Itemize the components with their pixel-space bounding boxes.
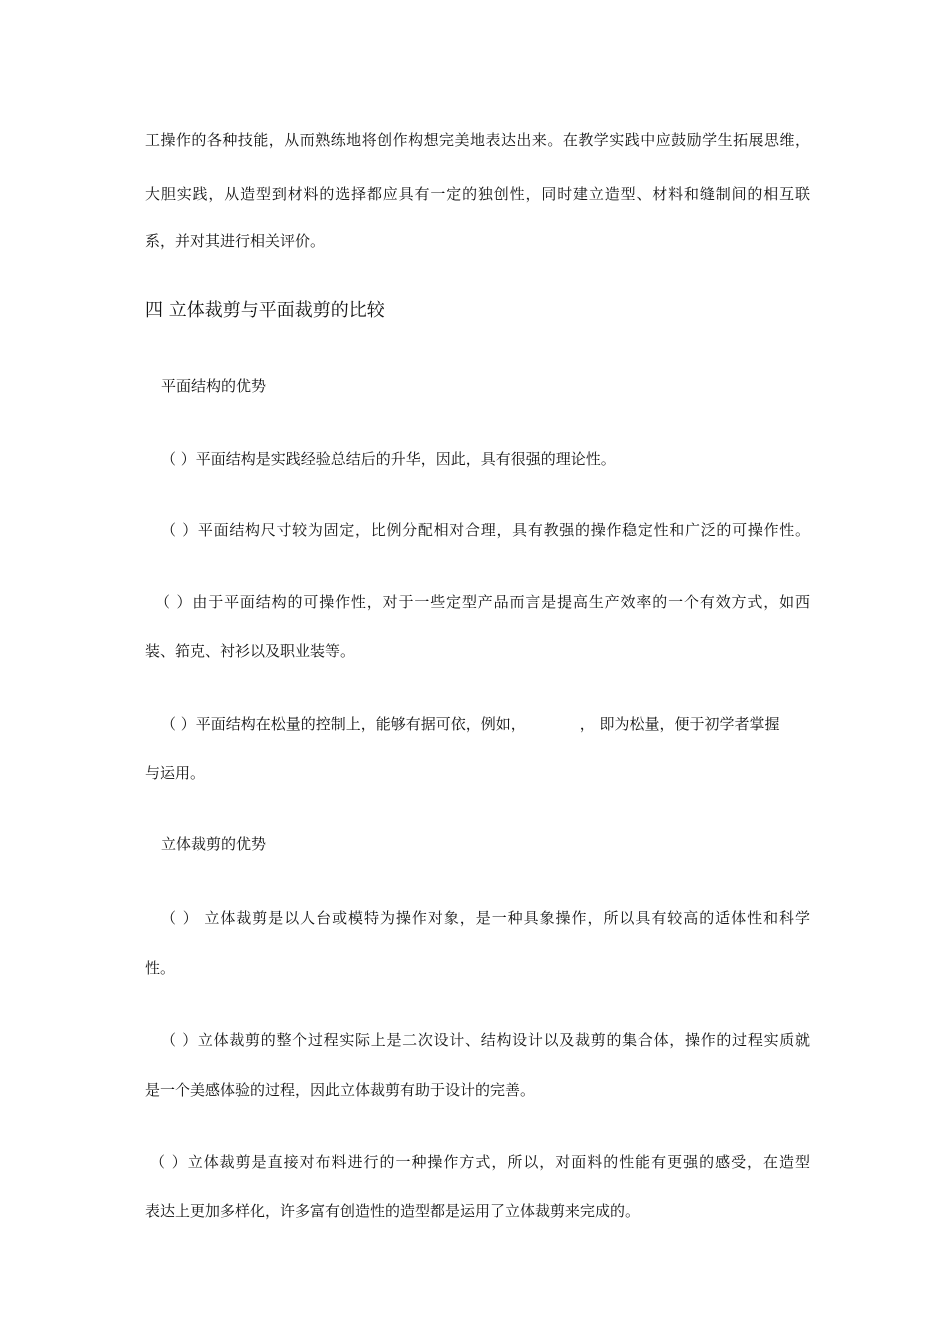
flat-item-4-line-2: 与运用。: [145, 764, 206, 782]
flat-item-4-text-a: （ ）平面结构在松量的控制上，能够有据可依，例如，: [161, 715, 526, 733]
drape-item-3-line-2: 表达上更加多样化，许多富有创造性的造型都是运用了立体裁剪来完成的。: [145, 1202, 641, 1220]
flat-item-3-line-1: （ ）由于平面结构的可操作性，对于一些定型产品而言是提高生产效率的一个有效方式，如西: [155, 593, 810, 611]
drape-item-1-line-2: 性。: [145, 959, 176, 977]
drape-subtitle: 立体裁剪的优势: [161, 835, 267, 853]
intro-line-2: 大胆实践，从造型到材料的选择都应具有一定的独创性，同时建立造型、材料和缝制间的相互联: [145, 185, 810, 203]
drape-item-3-line-1: （ ）立体裁剪是直接对布料进行的一种操作方式，所以，对面料的性能有更强的感受，在造型: [150, 1153, 810, 1171]
drape-item-1-line-1: （ ） 立体裁剪是以人台或模特为操作对象，是一种具象操作，所以具有较高的适体性和科学: [161, 909, 810, 927]
flat-item-3-line-2: 装、筘克、衬衫以及职业装等。: [145, 642, 356, 660]
drape-item-2-line-2: 是一个美感体验的过程，因此立体裁剪有助于设计的完善。: [145, 1081, 536, 1099]
intro-line-1: 工操作的各种技能，从而熟练地将创作构想完美地表达出来。在教学实践中应鼓励学生拓展思维，: [145, 131, 810, 149]
flat-subtitle: 平面结构的优势: [161, 377, 267, 395]
flat-item-2: （ ）平面结构尺寸较为固定，比例分配相对合理，具有教强的操作稳定性和广泛的可操作性。: [161, 521, 810, 539]
flat-item-4-text-b: ， 即为松量，便于初学者掌握: [579, 715, 780, 733]
flat-item-4-line-1: [161, 714, 810, 734]
flat-item-1: （ ）平面结构是实践经验总结后的升华，因此，具有很强的理论性。: [161, 450, 616, 468]
drape-item-2-line-1: （ ）立体裁剪的整个过程实际上是二次设计、结构设计以及裁剪的集合体，操作的过程实质就: [161, 1031, 810, 1049]
intro-line-3: 系，并对其进行相关评价。: [145, 232, 326, 250]
section-title: 四 立体裁剪与平面裁剪的比较: [145, 300, 385, 321]
